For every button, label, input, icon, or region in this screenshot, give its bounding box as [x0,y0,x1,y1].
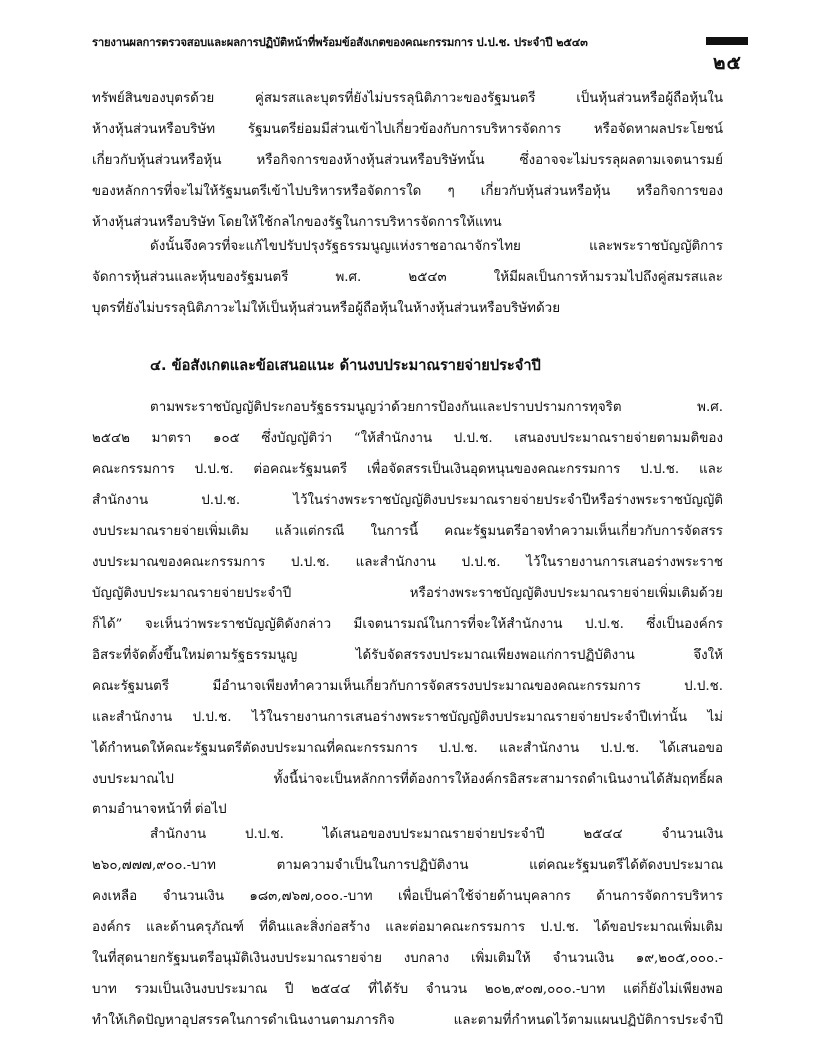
text-line: องค์กร และด้านครุภัณฑ์ ที่ดินและสิ่งก่อสร้าง และต่อมาคณะกรรมการ ป.ป.ช. ได้ขอประมาณเพิ่มเติม [92,920,723,935]
text-line: และสำนักงาน ป.ป.ช. ไว้ในรายงานการเสนอร่างพระราชบัญญัติงบประมาณรายจ่ายประจำปีเท่านั้น ไม่ [92,710,723,725]
text-line: ได้กำหนดให้คณะรัฐมนตรีตัดงบประมาณที่คณะกรรมการ ป.ป.ช. และสำนักงาน ป.ป.ช. ได้เสนอขอ [92,741,723,756]
text-line: บุตรที่ยังไม่บรรลุนิติภาวะไม่ให้เป็นหุ้นส่วนหรือผู้ถือหุ้นในห้างหุ้นส่วนหรือบริษัทด้วย [92,301,561,316]
text-line: ๒๖๐,๗๗๗,๙๐๐.-บาท ตามความจำเป็นในการปฏิบัติงาน แต่คณะรัฐมนตรีได้ตัดงบประมาณ [92,858,723,873]
text-line: บัญญัติงบประมาณรายจ่ายประจำปี หรือร่างพระราชบัญญัติงบประมาณรายจ่ายเพิ่มเติมด้วย [92,586,723,601]
text-line: ก็ได้” จะเห็นว่าพระราชบัญญัติดังกล่าว มีเจตนารมณ์ในการที่จะให้สำนักงาน ป.ป.ช. ซึ่งเป็นองค์กร [92,617,723,632]
text-line: สำนักงาน ป.ป.ช. ได้เสนอของบประมาณรายจ่ายประจำปี ๒๕๔๔ จำนวนเงิน [150,827,723,842]
running-header: รายงานผลการตรวจสอบและผลการปฏิบัติหน้าที่พร้อมข้อสังเกตของคณะกรรมการ ป.ป.ช. ประจำปี ๒๕๔๓ [92,36,588,49]
page-number: ๒๕ [713,52,742,74]
header-rule [706,37,748,45]
text-line: ในที่สุดนายกรัฐมนตรีอนุมัติเงินงบประมาณรายจ่าย งบกลาง เพิ่มเติมให้ จำนวนเงิน ๑๙,๒๐๕,๐๐๐.- [92,951,723,966]
text-line: ๒๕๔๒ มาตรา ๑๐๕ ซึ่งบัญญัติว่า “ให้สำนักงาน ป.ป.ช. เสนองบประมาณรายจ่ายตามมติของ [92,431,723,446]
text-line: สำนักงาน ป.ป.ช. ไว้ในร่างพระราชบัญญัติงบประมาณรายจ่ายประจำปีหรือร่างพระราชบัญญัติ [92,493,723,508]
text-line: คณะกรรมการ ป.ป.ช. ต่อคณะรัฐมนตรี เพื่อจัดสรรเป็นเงินอุดหนุนของคณะกรรมการ ป.ป.ช. และ [92,462,723,477]
text-line: ห้างหุ้นส่วนหรือบริษัท โดยให้ใช้กลไกของรัฐในการบริหารจัดการให้แทน [92,215,502,230]
text-line: คงเหลือ จำนวนเงิน ๑๘๓,๗๖๗,๐๐๐.-บาท เพื่อเป็นค่าใช้จ่ายด้านบุคลากร ด้านการจัดการบริหาร [92,889,723,904]
text-line: ทรัพย์สินของบุตรด้วย คู่สมรสและบุตรที่ยังไม่บรรลุนิติภาวะของรัฐมนตรี เป็นหุ้นส่วนหรือผู้ถือหุ้นใน [92,91,723,106]
text-line: ทำให้เกิดปัญหาอุปสรรคในการดำเนินงานตามภารกิจ และตามที่กำหนดไว้ตามแผนปฏิบัติการประจำปี [92,1013,723,1028]
text-line: งบประมาณของคณะกรรมการ ป.ป.ช. และสำนักงาน ป.ป.ช. ไว้ในรายงานการเสนอร่างพระราช [92,555,723,570]
text-line: ตามอำนาจหน้าที่ ต่อไป [92,802,227,817]
text-line: คณะรัฐมนตรี มีอำนาจเพียงทำความเห็นเกี่ยวกับการจัดสรรงบประมาณของคณะกรรมการ ป.ป.ช. [92,679,723,694]
text-line: อิสระที่จัดตั้งขึ้นใหม่ตามรัฐธรรมนูญ ได้รับจัดสรรงบประมาณเพียงพอแก่การปฏิบัติงาน จึงให้ [92,648,723,663]
text-line: จัดการหุ้นส่วนและหุ้นของรัฐมนตรี พ.ศ. ๒๕๔๓ ให้มีผลเป็นการห้ามรวมไปถึงคู่สมรสและ [92,270,723,285]
text-line: เกี่ยวกับหุ้นส่วนหรือหุ้น หรือกิจการของห้างหุ้นส่วนหรือบริษัทนั้น ซึ่งอาจจะไม่บรรลุผลตามเจตนารมย์ [92,153,723,168]
text-line: งบประมาณไป ทั้งนี้น่าจะเป็นหลักการที่ต้องการให้องค์กรอิสระสามารถดำเนินงานได้สัมฤทธิ์ผล [92,772,723,787]
text-line: ของหลักการที่จะไม่ให้รัฐมนตรีเข้าไปบริหารหรือจัดการใด ๆ เกี่ยวกับหุ้นส่วนหรือหุ้น หรือกิจการของ [92,184,723,199]
text-line: งบประมาณรายจ่ายเพิ่มเติม แล้วแต่กรณี ในการนี้ คณะรัฐมนตรีอาจทำความเห็นเกี่ยวกับการจัดสรร [92,524,723,539]
text-line: ห้างหุ้นส่วนหรือบริษัท รัฐมนตรีย่อมมีส่วนเข้าไปเกี่ยวข้องกับการบริหารจัดการ หรือจัดหาผลประโยชน์ [92,122,723,137]
text-line: ตามพระราชบัญญัติประกอบรัฐธรรมนูญว่าด้วยการป้องกันและปราบปรามการทุจริต พ.ศ. [150,400,723,415]
text-line: บาท รวมเป็นเงินงบประมาณ ปี ๒๕๔๔ ที่ได้รับ จำนวน ๒๐๒,๙๐๗,๐๐๐.-บาท แต่ก็ยังไม่เพียงพอ [92,982,723,997]
text-line: ดังนั้นจึงควรที่จะแก้ไขปรับปรุงรัฐธรรมนูญแห่งราชอาณาจักรไทย และพระราชบัญญัติการ [150,239,723,254]
section-heading: ๔. ข้อสังเกตและข้อเสนอแนะ ด้านงบประมาณรายจ่ายประจำปี [150,357,541,374]
